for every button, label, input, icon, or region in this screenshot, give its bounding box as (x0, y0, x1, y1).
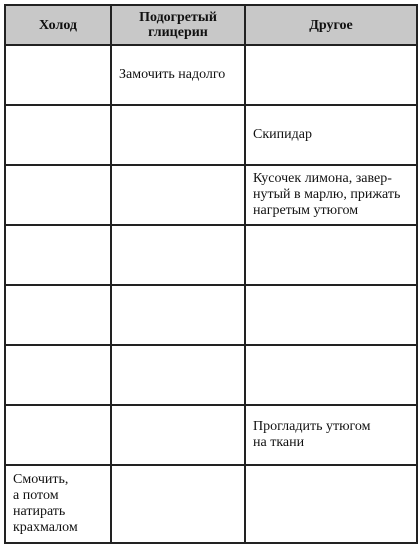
table-cell (245, 285, 417, 345)
table-cell (5, 405, 111, 465)
table-cell (5, 345, 111, 405)
table-cell: Замочить надолго (111, 45, 245, 105)
table-cell (5, 45, 111, 105)
table-cell (245, 225, 417, 285)
table-cell: Смочить, а потом натирать крахмалом (5, 465, 111, 543)
table-cell (111, 465, 245, 543)
table-row (5, 45, 417, 105)
table-cell (111, 285, 245, 345)
table-header-row (5, 5, 417, 45)
stain-removal-table-sheet (4, 4, 416, 541)
table-cell (111, 405, 245, 465)
table-cell (111, 165, 245, 225)
table-cell (245, 465, 417, 543)
table-cell: Прогладить утюгом на ткани (245, 405, 417, 465)
table-cell (111, 105, 245, 165)
table-row (5, 105, 417, 165)
column-header-warm-glycerin: Подогретый глицерин (111, 5, 245, 45)
table-row (5, 225, 417, 285)
table-cell (5, 165, 111, 225)
table-cell (111, 345, 245, 405)
column-header-other: Другое (245, 5, 417, 45)
table-cell (5, 285, 111, 345)
stain-removal-table (4, 4, 418, 544)
table-row (5, 285, 417, 345)
table-row (5, 165, 417, 225)
column-header-cold: Холод (5, 5, 111, 45)
table-cell: Кусочек лимона, завер- нутый в марлю, прижать нагретым утюгом (245, 165, 417, 225)
table-cell (111, 225, 245, 285)
table-cell (245, 345, 417, 405)
table-cell: Скипидар (245, 105, 417, 165)
table-row (5, 345, 417, 405)
table-row (5, 465, 417, 543)
table-cell (245, 45, 417, 105)
table-cell (5, 105, 111, 165)
table-row (5, 405, 417, 465)
table-cell (5, 225, 111, 285)
